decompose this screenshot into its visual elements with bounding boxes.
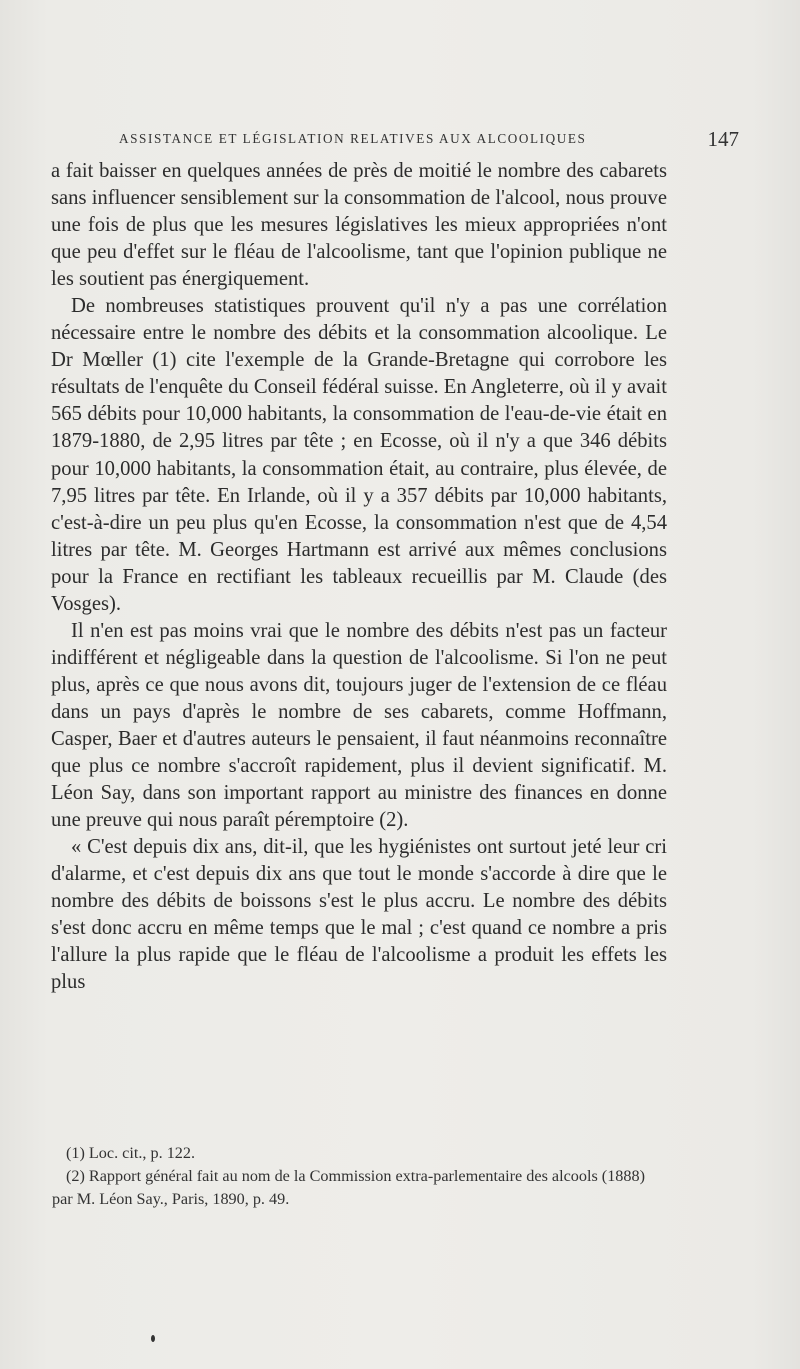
footnotes (52, 1142, 668, 1211)
paragraph: Il n'en est pas moins vrai que le nombre des débits n'est pas un facteur indifférent et négligeable dans la question de l'alcoolisme. Si l'on ne peut plus, après ce que nous avons dit, toujours juger de l'extension de ce fléau dans un pays d'après le nombre de ses cabarets, comme Hoffmann, Casper, Baer et d'autres auteurs le pensaient, il faut néanmoins reconnaître que plus ce nombre s'accroît rapidement, plus il devient significatif. M. Léon Say, dans son important rapport au ministre des finances en donne une preuve qui nous paraît péremptoire (2). (51, 619, 667, 832)
paragraph: « C'est depuis dix ans, dit-il, que les hygiénistes ont surtout jeté leur cri d'alarme, et c'est depuis dix ans que tout le monde s'accorde à dire que le nombre des débits de boissons s'est le plus accru. Le nombre des débits s'est donc accru en même temps que le mal ; c'est quand ce nombre a pris l'allure la plus rapide que le fléau de l'alcoolisme a produit les effets les plus (51, 836, 667, 994)
ink-speck (151, 1335, 155, 1342)
paragraph: a fait baisser en quelques années de près de moitié le nombre des cabarets sans influencer sensiblement sur la consommation de l'alcool, nous prouve une fois de plus que les mesures législatives les mieux appropriées n'ont que peu d'effet sur le fléau de l'alcoolisme, tant que l'opinion publique ne les soutient pas énergiquement. (51, 160, 667, 291)
paragraph: De nombreuses statistiques prouvent qu'il n'y a pas une corrélation nécessaire entre le nombre des débits et la consommation alcoolique. Le Dr Mœller (1) cite l'exemple de la Grande-Bretagne qui corrobore les résultats de l'enquête du Conseil fédéral suisse. En Angleterre, où il y avait 565 débits pour 10,000 habitants, la consommation de l'eau-de-vie était en 1879-1880, de 2,95 litres par tête ; en Ecosse, où il n'y a que 346 débits pour 10,000 habitants, la consommation était, au contraire, plus élevée, de 7,95 litres par tête. En Irlande, où il y a 357 débits par 10,000 habitants, c'est-à-dire un peu plus qu'en Ecosse, la consommation n'est que de 4,54 litres par tête. M. Georges Hartmann est arrivé aux mêmes conclusions pour la France en rectifiant les tableaux recueillis par M. Claude (des Vosges). (51, 295, 667, 615)
footnote: (2) Rapport général fait au nom de la Commission extra-parlementaire des alcools (1888) par M. Léon Say., Paris, 1890, p. 49. (52, 1167, 645, 1208)
page-number: 147 (707, 127, 739, 151)
running-head (119, 129, 739, 153)
running-title: ASSISTANCE ET LÉGISLATION RELATIVES AUX ALCOOLIQUES (119, 131, 587, 146)
body-text (51, 158, 667, 996)
footnote: (1) Loc. cit., p. 122. (66, 1144, 196, 1162)
